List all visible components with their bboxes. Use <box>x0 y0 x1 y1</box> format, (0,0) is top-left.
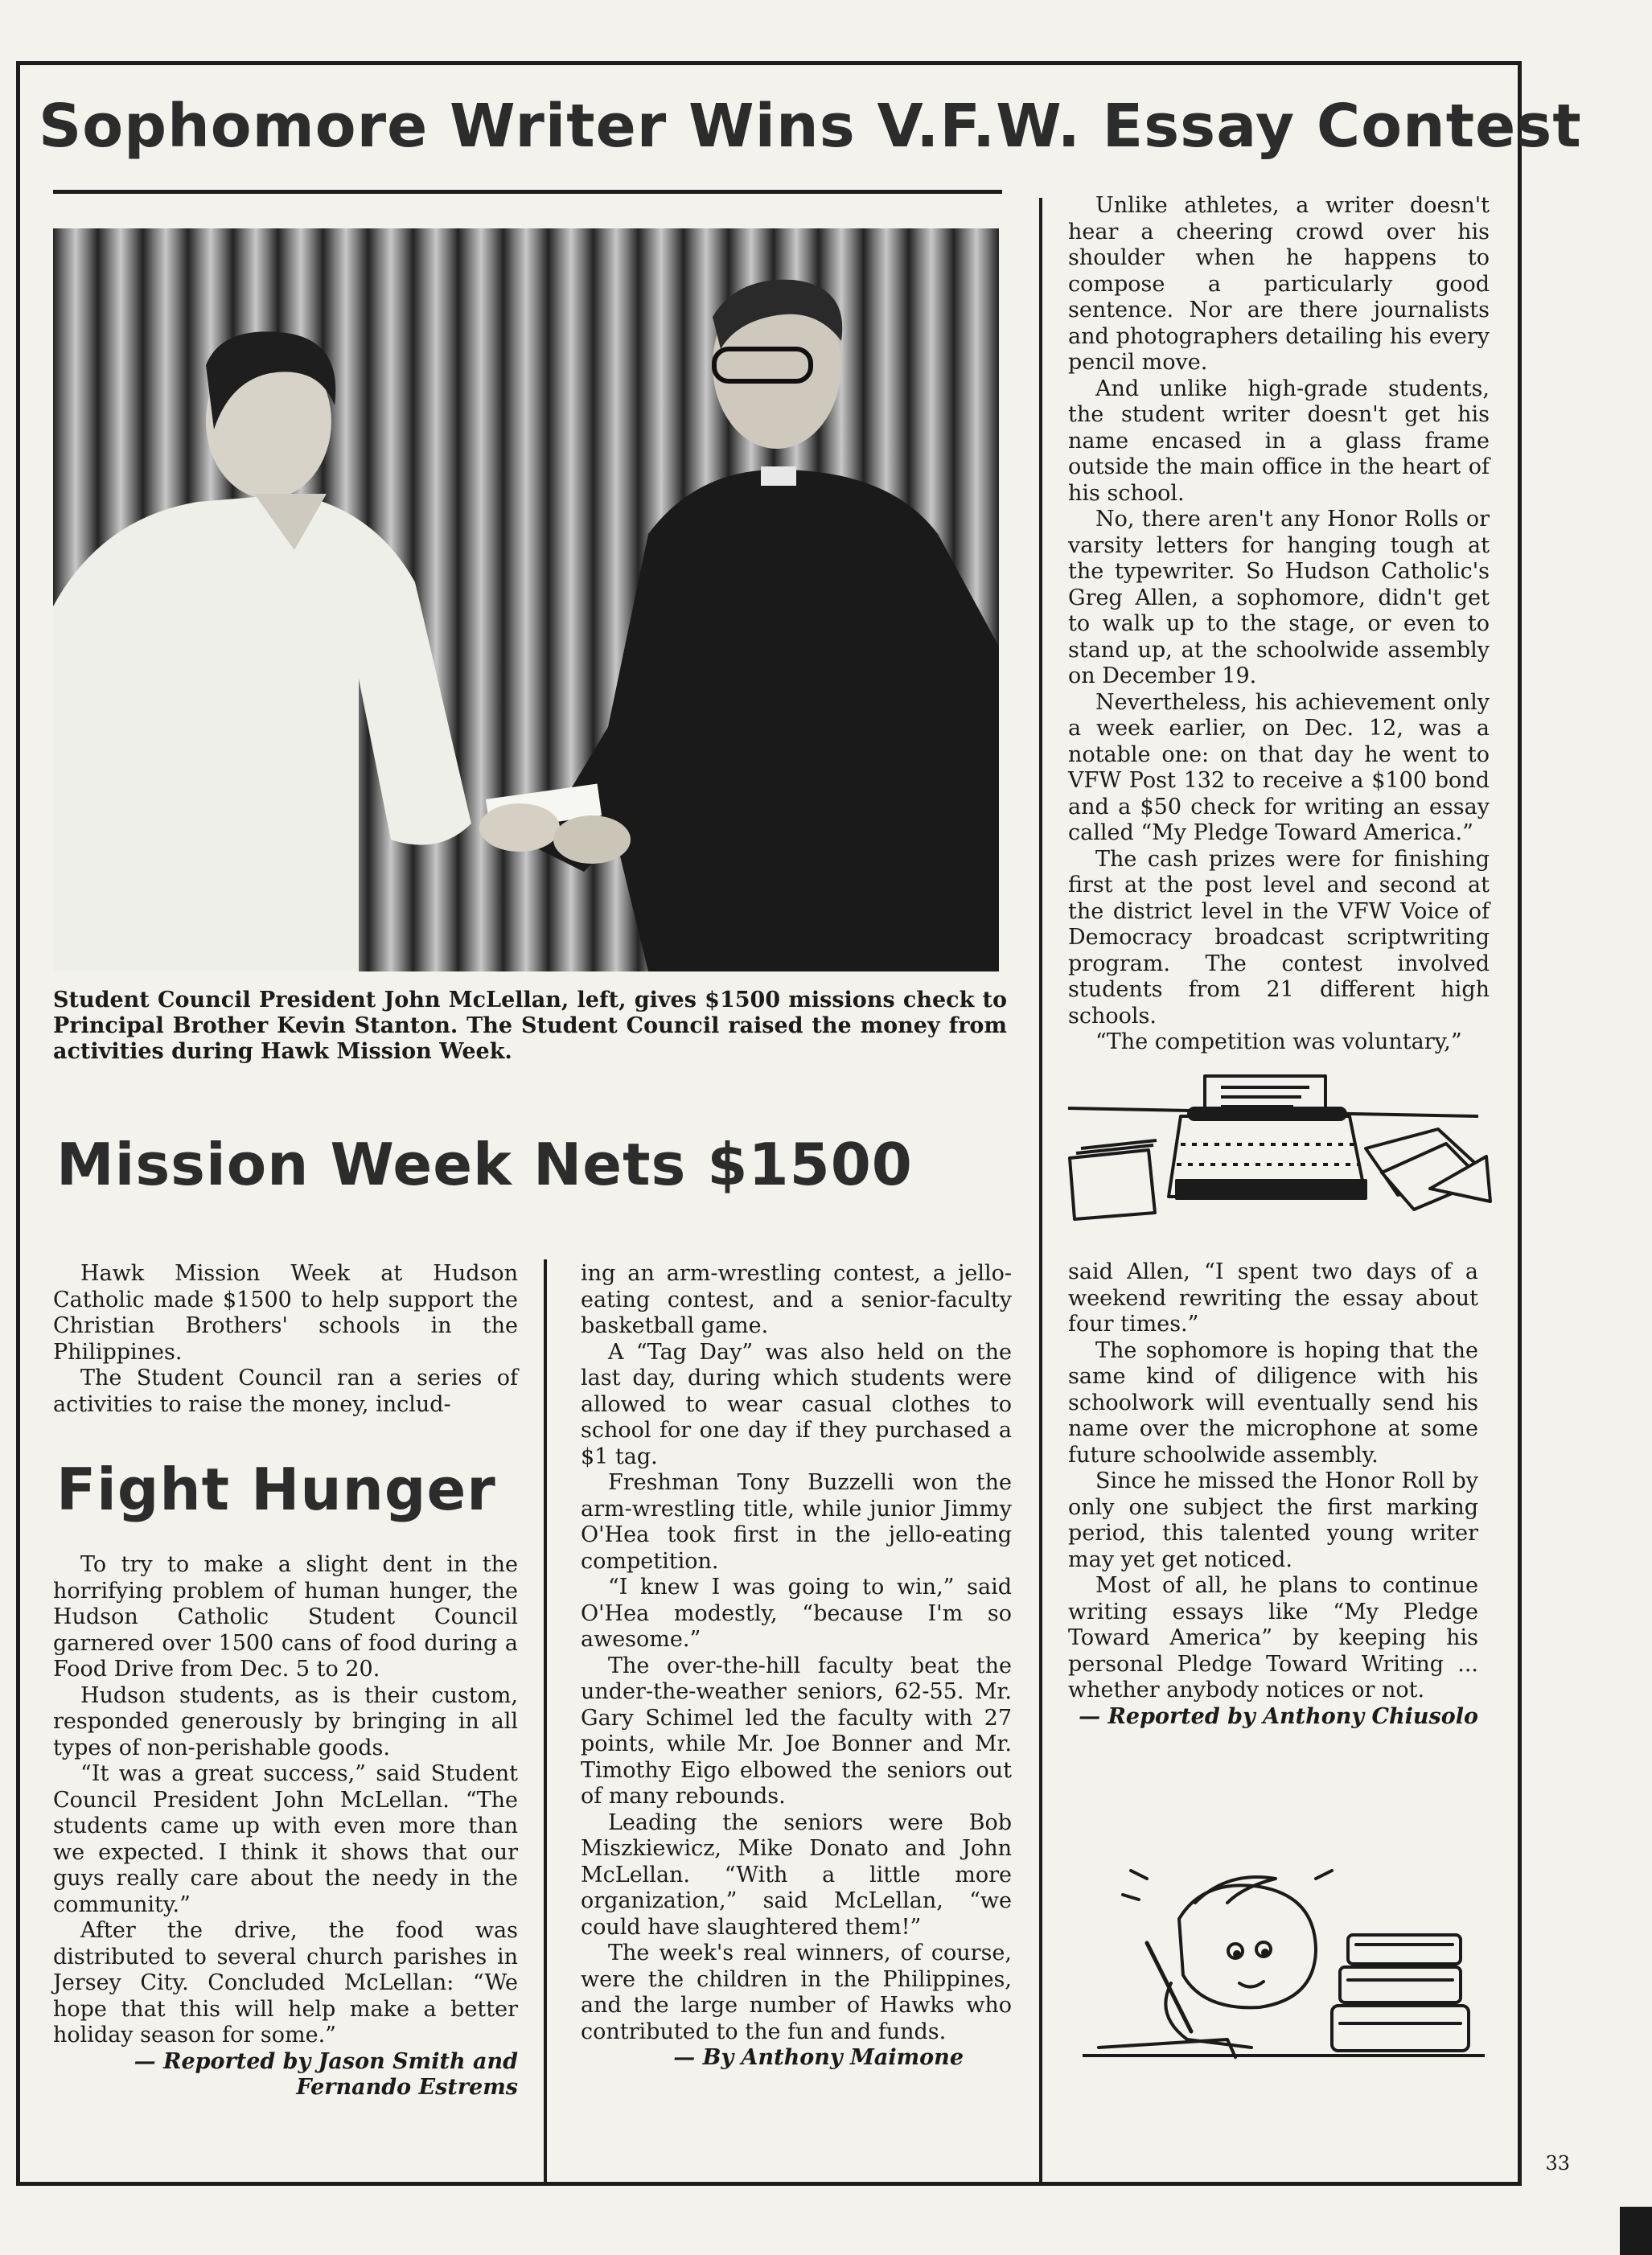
cartoon-writer-illustration <box>1083 1846 1485 2080</box>
paragraph: “The competition was voluntary,” <box>1095 1029 1462 1054</box>
paragraph: The cash prizes were for finishing first at the post level and second at the district level in the VFW Voice of Democracy broadcast scriptwriting program. The contest involved students from 21 different high schools. <box>1068 846 1490 1029</box>
paragraph: ing an arm-wrestling contest, a jello-eating contest, and a senior-faculty basketball game. <box>581 1261 1012 1338</box>
column-rule-middle <box>544 1259 547 2184</box>
paragraph: said Allen, “I spent two days of a weekend rewriting the essay about four times.” <box>1068 1259 1478 1337</box>
hunger-byline-1: — Reported by Jason Smith and <box>134 2048 518 2074</box>
photo-caption: Student Council President John McLellan, left, gives $1500 missions check to Principal Brother Kevin Stanton. The Student Council raised the money from activities during Hawk Mission Week. <box>53 988 1007 1064</box>
scan-edge-mark <box>1620 2207 1652 2255</box>
paragraph: Hudson students, as is their custom, responded generously by bringing in all types of non-perishable goods. <box>53 1682 518 1760</box>
paragraph: Leading the seniors were Bob Miszkiewicz, Mike Donato and John McLellan. “With a little more organization,” said McLellan, “we could have slaughtered them!” <box>581 1809 1012 1940</box>
paragraph: “I knew I was going to win,” said O'Hea modestly, “because I'm so awesome.” <box>581 1575 1012 1652</box>
essay-byline: — Reported by Anthony Chiusolo <box>1079 1703 1478 1729</box>
paragraph: Hawk Mission Week at Hudson Catholic made $1500 to help support the Christian Brothers' schools in the Philippines. <box>53 1261 518 1365</box>
mission-column-2 <box>581 1261 1012 2072</box>
paragraph: Since he missed the Honor Roll by only one subject the first marking period, this talented young writer may yet get noticed. <box>1068 1468 1478 1572</box>
paragraph: Unlike athletes, a writer doesn't hear a cheering crowd over his shoulder when he happens to compose a particularly good sentence. Nor are there journalists and photographers detailing his every pencil move. <box>1068 193 1490 375</box>
paragraph: No, there aren't any Honor Rolls or varsity letters for hanging tough at the typewriter. So Hudson Catholic's Greg Allen, a sophomore, didn't get to walk up to the stage, or even to stand up, at the schoolwide assembly on December 19. <box>1068 507 1490 688</box>
essay-column-part-2 <box>1068 1259 1478 1730</box>
mission-column-1 <box>53 1261 518 1418</box>
hunger-byline-2: Fernando Estrems <box>296 2075 518 2100</box>
paragraph: The sophomore is hoping that the same kind of diligence with his schoolwork will eventually send his name over the microphone at some future schoolwide assembly. <box>1068 1337 1478 1468</box>
mission-headline: Mission Week Nets $1500 <box>56 1131 913 1198</box>
paragraph: Freshman Tony Buzzelli won the arm-wrestling title, while junior Jimmy O'Hea took first in the jello-eating competition. <box>581 1470 1012 1574</box>
paragraph: The Student Council ran a series of activities to raise the money, includ- <box>53 1366 518 1417</box>
paragraph: After the drive, the food was distributed to several church parishes in Jersey City. Concluded McLellan: “We hope that this will help make a better holiday season for some.” <box>53 1918 518 2048</box>
paragraph: A “Tag Day” was also held on the last day, during which students were allowed to wear casual clothes to school for one day if they purchased a $1 tag. <box>581 1339 1012 1469</box>
main-headline: Sophomore Writer Wins V.F.W. Essay Contest <box>39 92 1582 161</box>
paragraph: The week's real winners, of course, were the children in the Philippines, and the large number of Hawks who contributed to the fun and funds. <box>581 1941 1012 2044</box>
column-rule-right <box>1039 198 1042 2184</box>
photo-curtain-presentation <box>53 228 999 971</box>
hunger-column <box>53 1552 518 2101</box>
page-number: 33 <box>1545 2152 1570 2175</box>
hunger-headline: Fight Hunger <box>56 1456 496 1523</box>
paragraph: And unlike high-grade students, the student writer doesn't get his name encased in a glass frame outside the main office in the heart of his school. <box>1068 376 1490 506</box>
paragraph: Nevertheless, his achievement only a week earlier, on Dec. 12, was a notable one: on that day he went to VFW Post 132 to receive a $100 bond and a $50 check for writing an essay called “My Pledge Toward America.” <box>1068 689 1490 845</box>
essay-column-part-1 <box>1068 193 1490 1056</box>
paragraph: “It was a great success,” said Student Council President John McLellan. “The students came up with even more than we expected. I think it shows that our guys really care about the needy in the community.” <box>53 1761 518 1917</box>
mission-byline: — By Anthony Maimone <box>673 2045 964 2070</box>
paragraph: To try to make a slight dent in the horrifying problem of human hunger, the Hudson Catholic Student Council garnered over 1500 cans of food during a Food Drive from Dec. 5 to 20. <box>53 1552 518 1682</box>
paragraph: The over-the-hill faculty beat the under-the-weather seniors, 62-55. Mr. Gary Schimel led the faculty with 27 points, while Mr. Joe Bonner and Mr. Timothy Eigo elbowed the seniors out of many rebounds. <box>581 1653 1012 1809</box>
headline-rule <box>53 190 1002 194</box>
paragraph: Most of all, he plans to continue writing essays like “My Pledge Toward America” by keeping his personal Pledge Toward Writing ... whether anybody notices or not. <box>1068 1573 1478 1703</box>
typewriter-illustration <box>1060 1060 1494 1237</box>
